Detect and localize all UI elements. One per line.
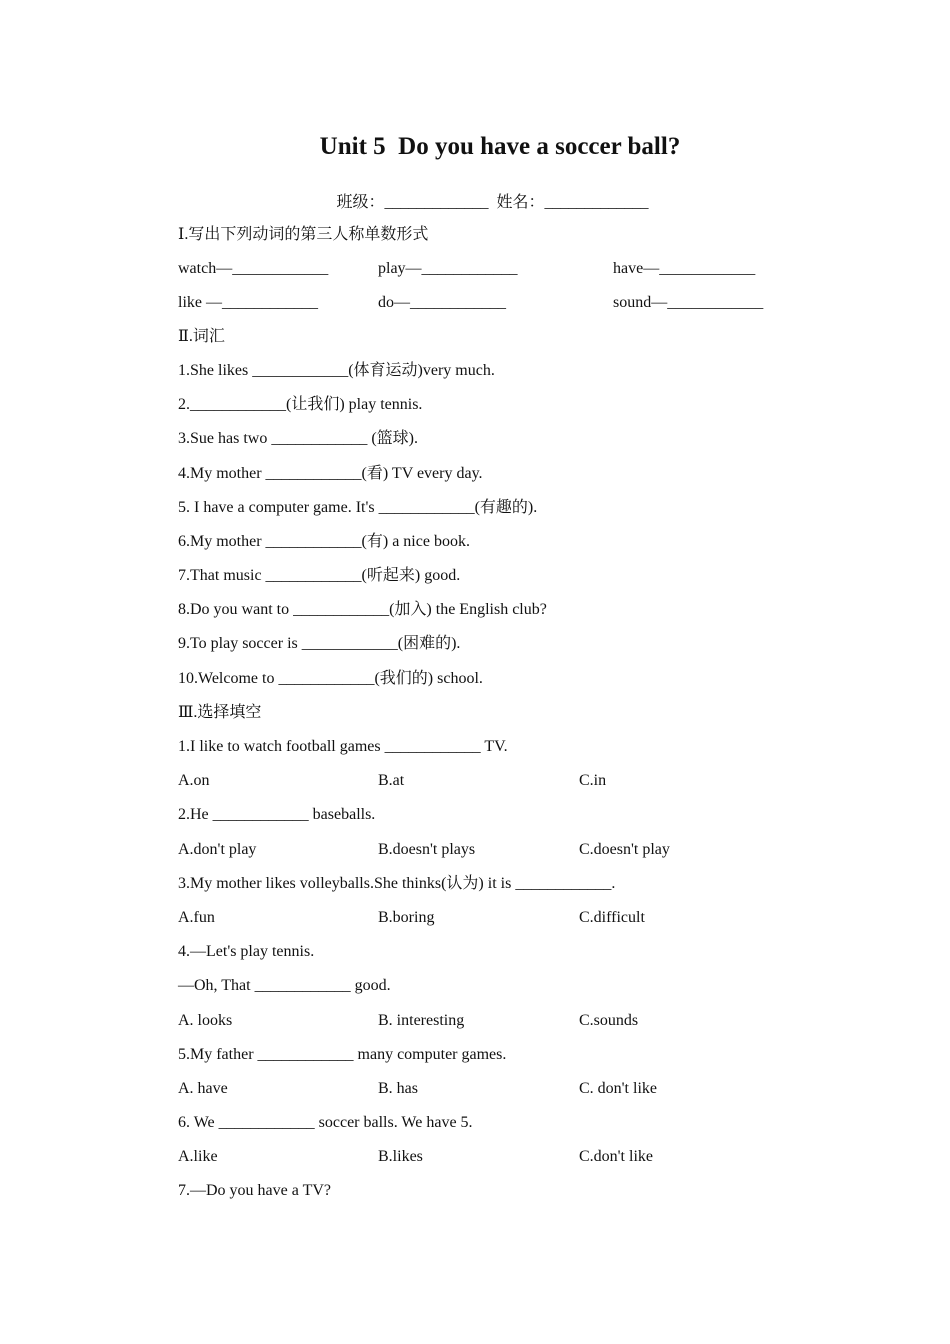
vocab-item-3: 3.Sue has two ____________ (篮球). — [178, 430, 418, 447]
page-title: Unit 5 Do you have a soccer ball? — [319, 133, 681, 160]
question-7-stem: 7.—Do you have a TV? — [178, 1182, 331, 1199]
question-4-option-b: B. interesting — [378, 1012, 465, 1029]
question-2-option-b: B.doesn't plays — [378, 841, 476, 858]
vocab-item-10: 10.Welcome to ____________(我们的) school. — [178, 670, 483, 687]
vocab-item-7: 7.That music ____________(听起来) good. — [178, 567, 461, 584]
vocab-item-5: 5. I have a computer game. It's ____________(有趣的). — [178, 499, 538, 516]
question-3-option-b: B.boring — [378, 909, 435, 926]
question-1-option-b: B.at — [378, 772, 405, 789]
section-3-heading: Ⅲ.选择填空 — [178, 704, 262, 721]
question-4-stem-reply: —Oh, That ____________ good. — [178, 977, 391, 994]
question-6-option-c: C.don't like — [579, 1148, 653, 1165]
question-1-option-a: A.on — [178, 772, 210, 789]
class-name-line: 班级：_____________ 姓名：_____________ — [336, 194, 649, 211]
question-2-stem: 2.He ____________ baseballs. — [178, 806, 376, 823]
question-3-stem: 3.My mother likes volleyballs.She thinks(认为) it is ____________. — [178, 875, 616, 892]
verb-have: have—____________ — [613, 260, 756, 277]
section-1-heading: Ⅰ.写出下列动词的第三人称单数形式 — [178, 226, 429, 243]
question-2-option-c: C.doesn't play — [579, 841, 670, 858]
question-4-stem: 4.—Let's play tennis. — [178, 943, 315, 960]
question-3-option-c: C.difficult — [579, 909, 645, 926]
question-6-stem: 6. We ____________ soccer balls. We have 5. — [178, 1114, 473, 1131]
verb-watch: watch—____________ — [178, 260, 329, 277]
vocab-item-9: 9.To play soccer is ____________(困难的). — [178, 635, 461, 652]
question-5-option-c: C. don't like — [579, 1080, 657, 1097]
question-5-stem: 5.My father ____________ many computer games. — [178, 1046, 507, 1063]
vocab-item-6: 6.My mother ____________(有) a nice book. — [178, 533, 470, 550]
verb-like: like —____________ — [178, 294, 318, 311]
vocab-item-8: 8.Do you want to ____________(加入) the English club? — [178, 601, 547, 618]
question-2-option-a: A.don't play — [178, 841, 257, 858]
vocab-item-2: 2.____________(让我们) play tennis. — [178, 396, 423, 413]
section-2-heading: Ⅱ.词汇 — [178, 328, 225, 345]
question-4-option-a: A. looks — [178, 1012, 233, 1029]
question-3-option-a: A.fun — [178, 909, 215, 926]
question-5-option-b: B. has — [378, 1080, 418, 1097]
vocab-item-4: 4.My mother ____________(看) TV every day. — [178, 465, 483, 482]
question-6-option-b: B.likes — [378, 1148, 423, 1165]
question-6-option-a: A.like — [178, 1148, 218, 1165]
verb-play: play—____________ — [378, 260, 518, 277]
vocab-item-1: 1.She likes ____________(体育运动)very much. — [178, 362, 495, 379]
verb-sound: sound—____________ — [613, 294, 764, 311]
verb-do: do—____________ — [378, 294, 506, 311]
question-1-option-c: C.in — [579, 772, 607, 789]
question-4-option-c: C.sounds — [579, 1012, 639, 1029]
question-5-option-a: A. have — [178, 1080, 228, 1097]
question-1-stem: 1.I like to watch football games ____________ TV. — [178, 738, 508, 755]
